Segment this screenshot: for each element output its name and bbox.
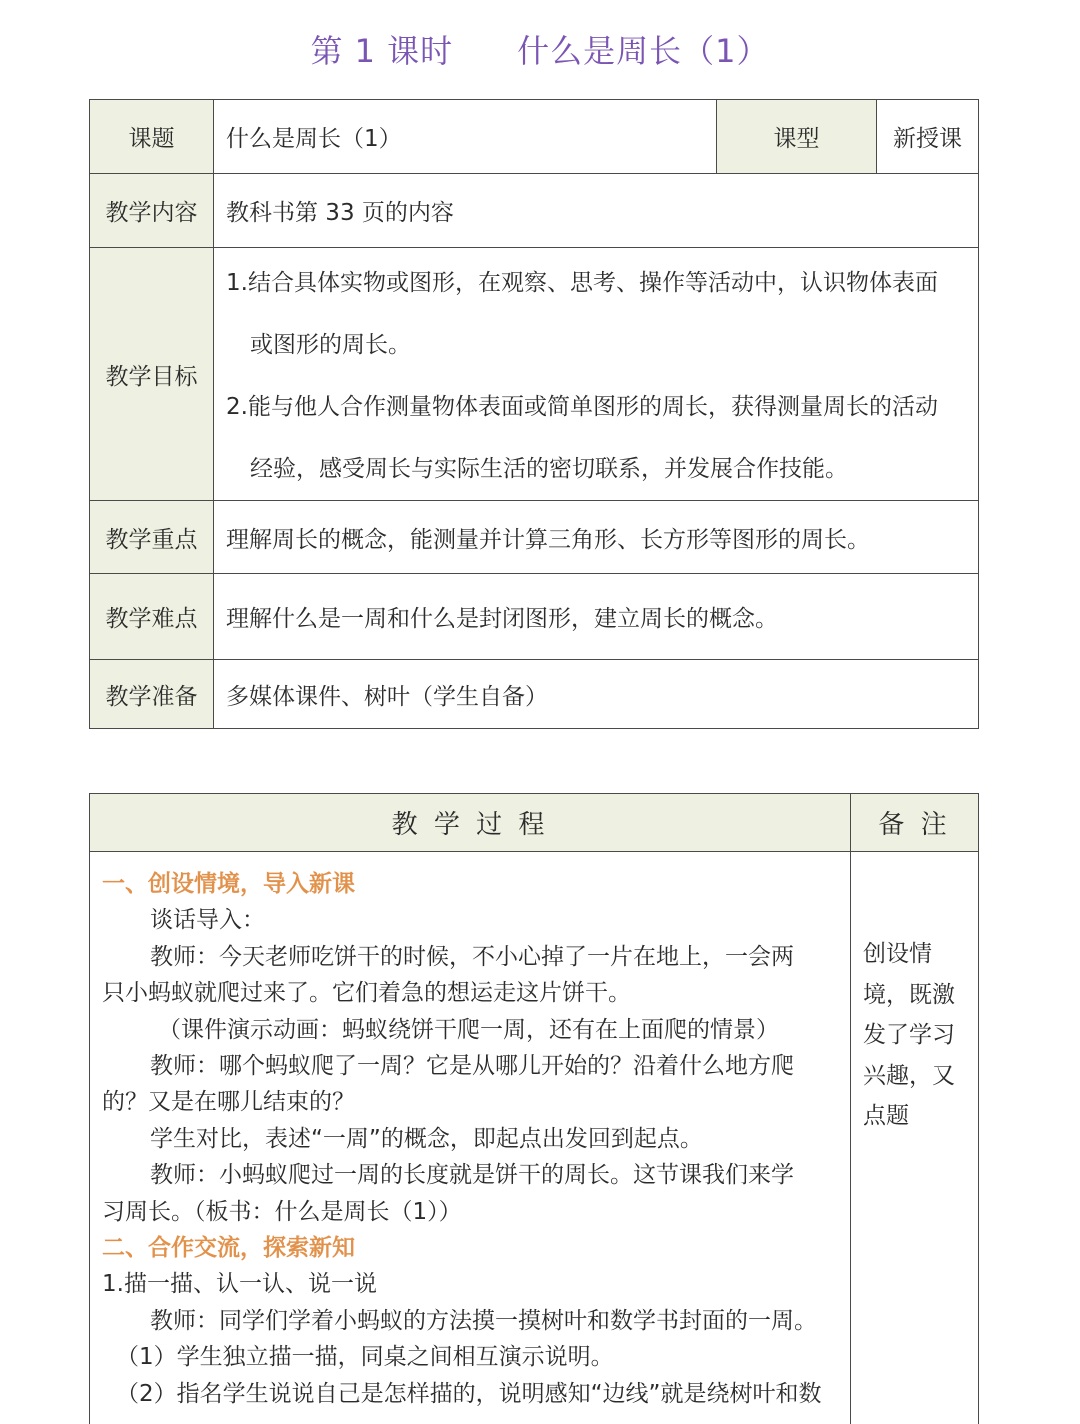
goals-value bbox=[214, 248, 979, 501]
note-line: 创设情 bbox=[863, 941, 932, 967]
table-row bbox=[90, 100, 979, 174]
key-point-label: 教学重点 bbox=[90, 501, 214, 574]
preparation-value: 多媒体课件、树叶（学生自备） bbox=[214, 660, 979, 729]
lesson-title: 什么是周长（1） bbox=[517, 32, 770, 70]
difficulty-label: 教学难点 bbox=[90, 574, 214, 660]
table-row bbox=[90, 501, 979, 574]
table-row bbox=[90, 852, 979, 1424]
process-line: 谈话导入： bbox=[150, 907, 265, 934]
notes-header: 备 注 bbox=[851, 794, 979, 852]
topic-label: 课题 bbox=[90, 100, 214, 174]
section-heading: 二、合作交流，探索新知 bbox=[102, 1235, 355, 1262]
table-header-row bbox=[90, 794, 979, 852]
process-content bbox=[90, 852, 851, 1424]
process-line: 教师：小蚂蚁爬过一周的长度就是饼干的周长。这节课我们来学 bbox=[150, 1162, 794, 1189]
process-line: 只小蚂蚁就爬过来了。它们着急的想运走这片饼干。 bbox=[102, 980, 631, 1007]
process-line: 教师：哪个蚂蚁爬了一周？它是从哪儿开始的？沿着什么地方爬 bbox=[150, 1053, 794, 1080]
note-line: 兴趣，又 bbox=[863, 1062, 955, 1089]
page-title bbox=[0, 26, 1080, 72]
type-value: 新授课 bbox=[877, 100, 979, 174]
table-row bbox=[90, 574, 979, 660]
process-line: （课件演示动画：蚂蚁绕饼干爬一周，还有在上面爬的情景） bbox=[158, 1016, 779, 1043]
note-line: 发了学习 bbox=[863, 1022, 955, 1048]
content-value: 教科书第 33 页的内容 bbox=[214, 174, 979, 248]
note-line: 点题 bbox=[863, 1103, 909, 1129]
lesson-info-table bbox=[89, 99, 979, 729]
section-heading: 一、创设情境，导入新课 bbox=[102, 871, 355, 897]
table-row bbox=[90, 660, 979, 729]
process-line: 教师：今天老师吃饼干的时候，不小心掉了一片在地上，一会两 bbox=[150, 943, 794, 970]
process-line: 习周长。（板书：什么是周长（1）） bbox=[102, 1198, 462, 1225]
content-label: 教学内容 bbox=[90, 174, 214, 248]
topic-value: 什么是周长（1） bbox=[214, 100, 717, 174]
process-line: 教师：同学们学着小蚂蚁的方法摸一摸树叶和数学书封面的一周。 bbox=[150, 1307, 817, 1334]
process-line: 的？又是在哪儿结束的？ bbox=[102, 1089, 355, 1116]
notes-content bbox=[851, 852, 979, 1424]
type-label: 课型 bbox=[717, 100, 877, 174]
difficulty-value: 理解什么是一周和什么是封闭图形，建立周长的概念。 bbox=[214, 574, 979, 660]
lesson-number: 第 1 课时 bbox=[310, 32, 454, 70]
note-line: 境，既激 bbox=[863, 981, 955, 1008]
preparation-label: 教学准备 bbox=[90, 660, 214, 729]
goal-line: 经验，感受周长与实际生活的密切联系，并发展合作技能。 bbox=[250, 456, 848, 482]
table-row bbox=[90, 248, 979, 501]
key-point-value: 理解周长的概念，能测量并计算三角形、长方形等图形的周长。 bbox=[214, 501, 979, 574]
goal-line: 2.能与他人合作测量物体表面或简单图形的周长，获得测量周长的活动 bbox=[226, 394, 938, 420]
process-line: （1）学生独立描一描，同桌之间相互演示说明。 bbox=[116, 1344, 614, 1371]
teaching-process-table bbox=[89, 793, 979, 1424]
process-line: 1.描一描、认一认、说一说 bbox=[102, 1271, 377, 1298]
goal-line: 1.结合具体实物或图形，在观察、思考、操作等活动中，认识物体表面 bbox=[226, 270, 938, 296]
goals-label: 教学目标 bbox=[90, 248, 214, 501]
table-row bbox=[90, 174, 979, 248]
process-header: 教 学 过 程 bbox=[90, 794, 851, 852]
process-line: （2）指名学生说说自己是怎样描的，说明感知“边线”就是绕树叶和数 bbox=[116, 1380, 822, 1407]
process-line: 学生对比，表述“一周”的概念，即起点出发回到起点。 bbox=[150, 1125, 703, 1152]
goal-line: 或图形的周长。 bbox=[250, 332, 411, 358]
